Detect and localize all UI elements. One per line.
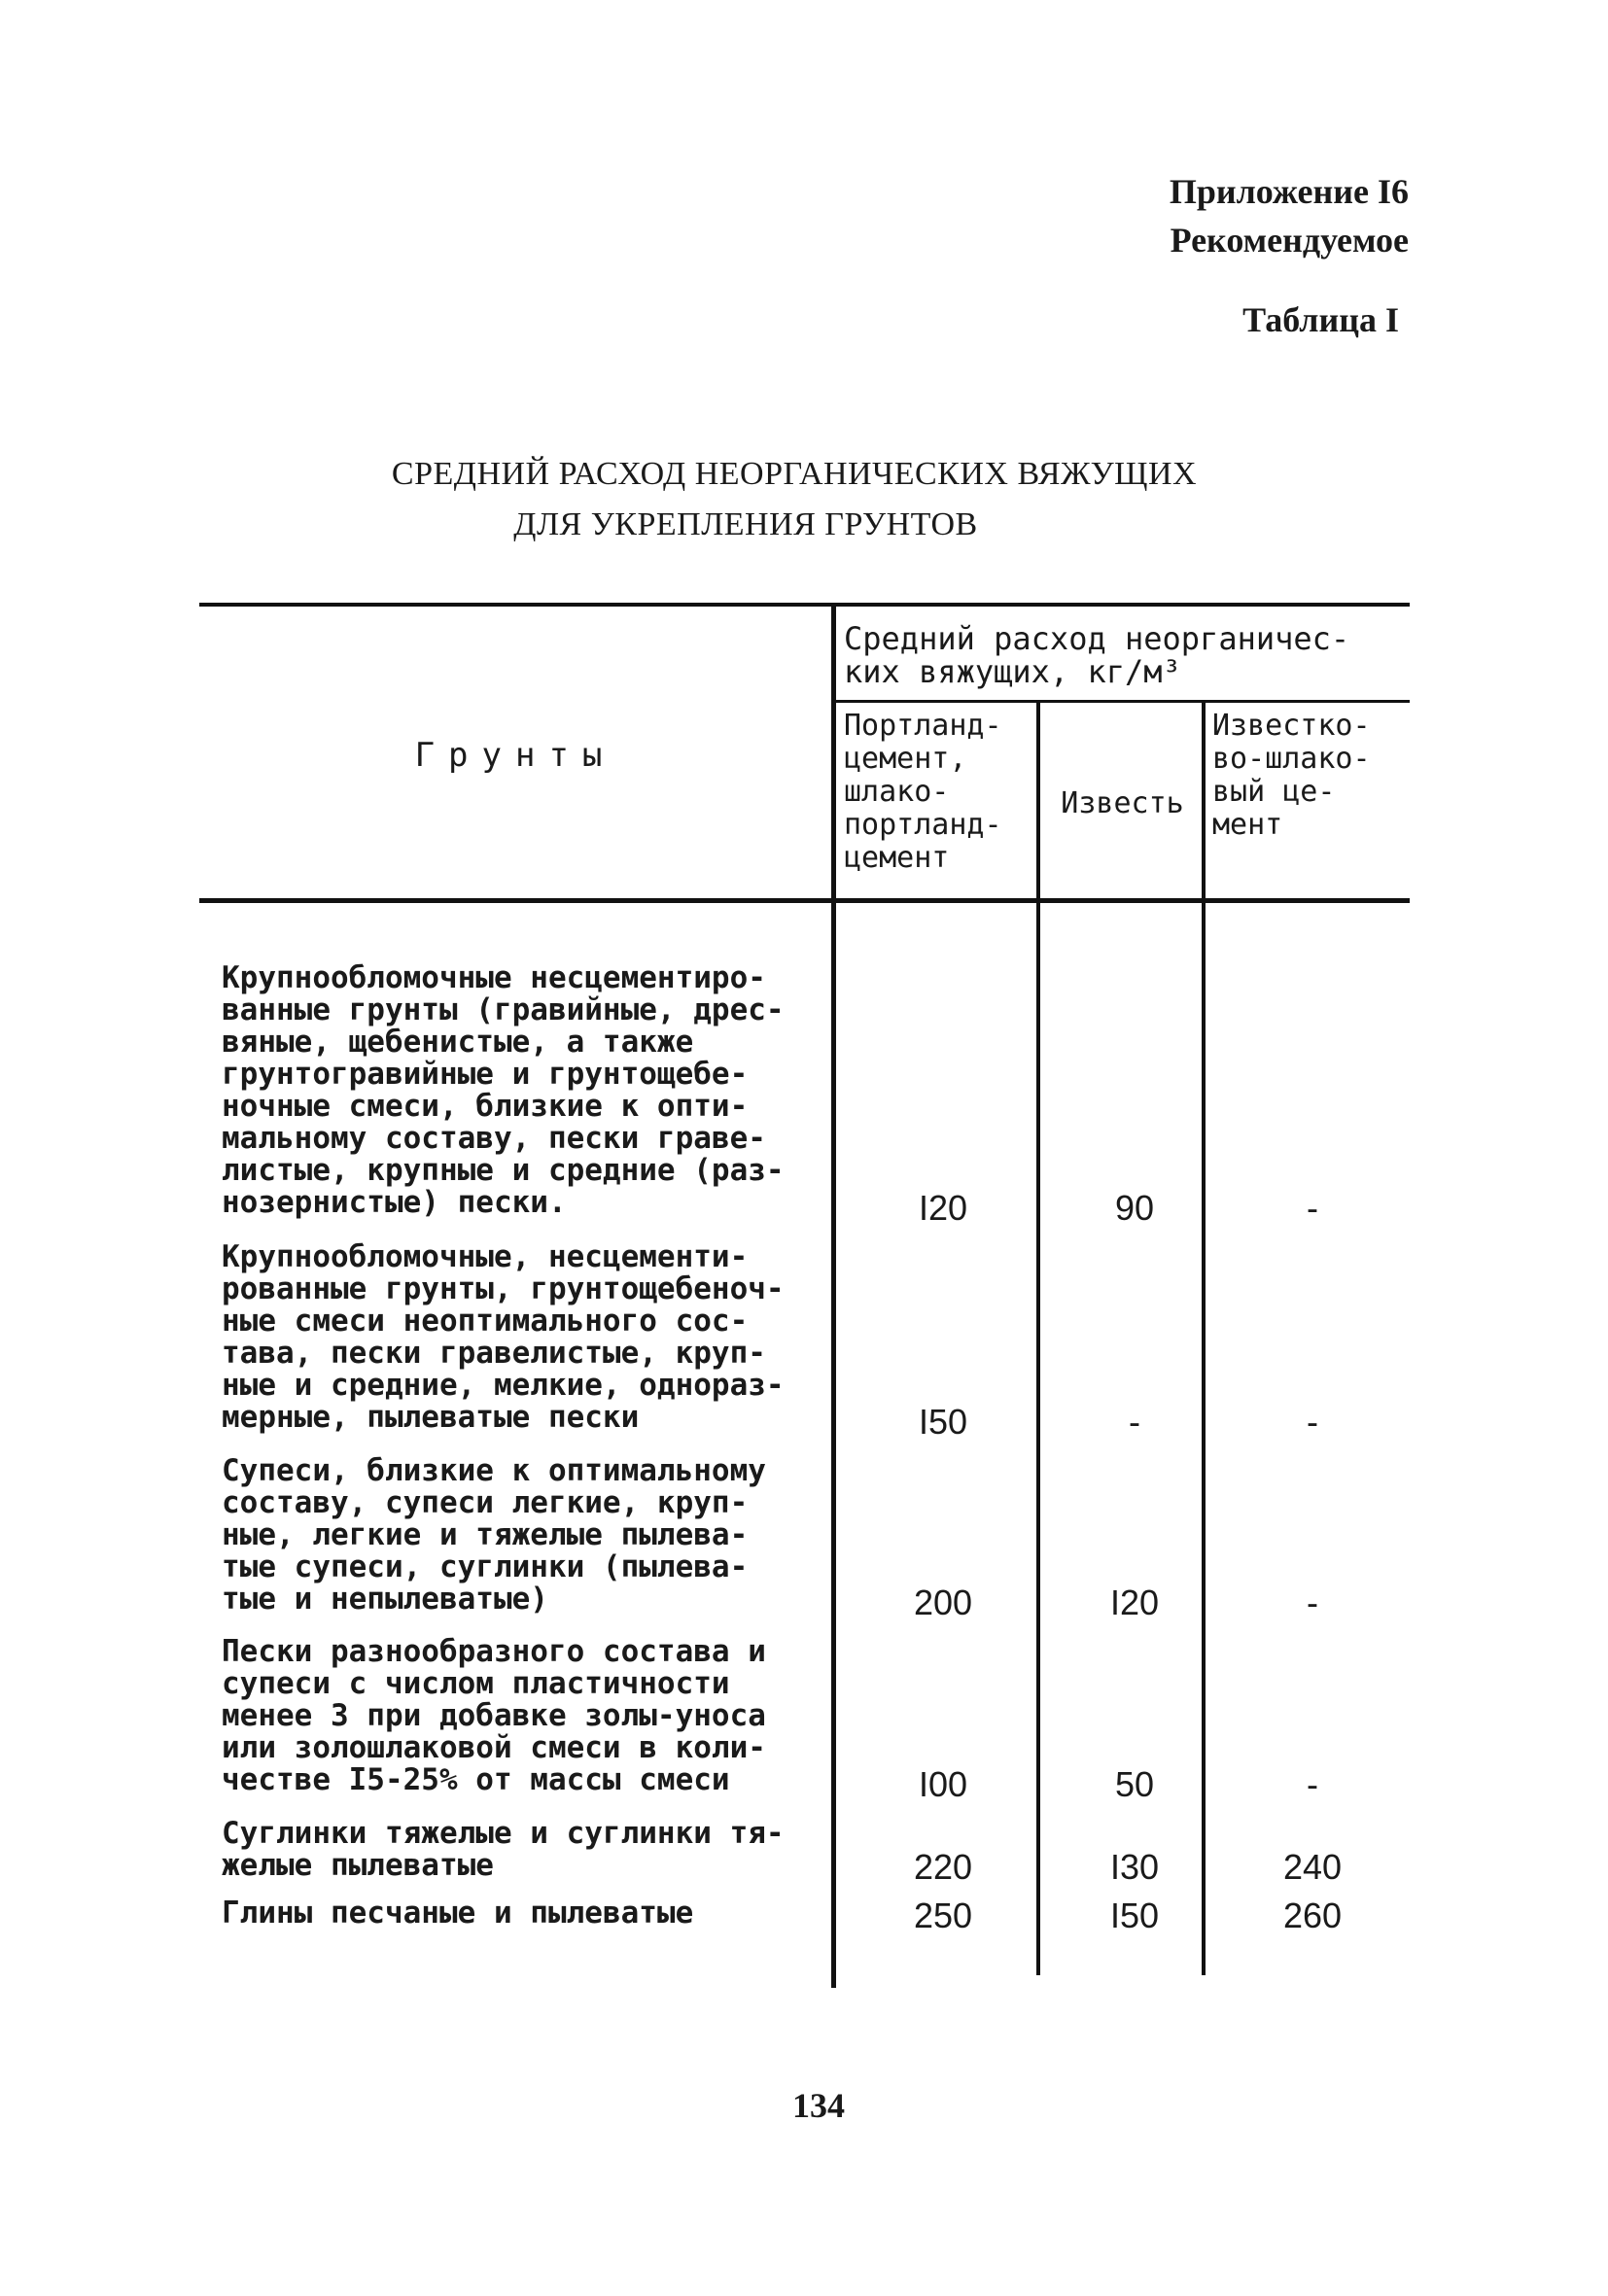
appendix-status: Рекомендуемое: [1170, 221, 1409, 260]
title-line-1: СРЕДНИЙ РАСХОД НЕОРГАНИЧЕСКИХ ВЯЖУЩИХ: [391, 456, 1198, 492]
appendix-header: [1170, 167, 1409, 264]
table-cell-value: 240: [1282, 1847, 1343, 1887]
table-row-soil: Суглинки тяжелые и суглинки тя- желые пылеватые: [222, 1816, 785, 1883]
table-cell-value: I20: [918, 1188, 968, 1228]
title-line-2: ДЛЯ УКРЕПЛЕНИЯ ГРУНТОВ: [513, 506, 978, 542]
appendix-number: Приложение I6: [1169, 172, 1409, 211]
page-number: 134: [792, 2086, 845, 2125]
table-cell-value: -: [1307, 1188, 1318, 1228]
table-top-rule: [199, 603, 1410, 607]
header-bottom-rule: [199, 898, 1410, 903]
table-cell-value: 220: [913, 1847, 973, 1887]
table-row-soil: Пески разнообразного состава и супеси с числом пластичности менее 3 при добавке золы-уноса или золошлаковой смеси в коли- честве I5-25% от массы смеси: [222, 1634, 766, 1797]
table-cell-value: -: [1307, 1764, 1318, 1804]
table-cell-value: -: [1129, 1402, 1140, 1442]
table-row-soil: Супеси, близкие к оптимальному составу, супеси легкие, круп- ные, легкие и тяжелые пылева- тые супеси, суглинки (пылева- тые и непылеватые): [222, 1453, 766, 1617]
column-header-portland-cement: Портланд- цемент, шлако- портланд- цемент: [844, 709, 1002, 875]
table-cell-value: I30: [1109, 1847, 1160, 1887]
group-header-rule: [833, 700, 1410, 703]
soil-column-header: Грунты: [414, 736, 616, 775]
table-row-soil: Глины песчаные и пылеватые: [222, 1896, 694, 1931]
table-label: Таблица I: [1242, 300, 1399, 339]
column-header-lime-slag-cement: Известко- во-шлако- вый це- мент: [1212, 709, 1371, 842]
table-cell-value: 260: [1282, 1896, 1343, 1935]
table-cell-value: I20: [1109, 1583, 1160, 1622]
table-cell-value: I00: [918, 1764, 968, 1804]
table-row-soil: Крупнообломочные несцементиро- ванные грунты (гравийные, дрес- вяные, щебенистые, а также грунтогравийные и грунтощебе- ночные смеси, близкие к опти- мальному составу, пески граве- листые, крупные и средние (раз- нозернистые) пески.: [222, 960, 785, 1220]
table-cell-value: -: [1307, 1402, 1318, 1442]
table-cell-value: 200: [913, 1583, 973, 1622]
table-cell-value: 250: [913, 1896, 973, 1935]
table-cell-value: 50: [1114, 1764, 1155, 1804]
table-cell-value: I50: [918, 1402, 968, 1442]
column-divider-1: [1036, 702, 1040, 1975]
column-header-lime: Известь: [1061, 786, 1184, 820]
table-cell-value: 90: [1114, 1188, 1155, 1228]
table-row-soil: Крупнообломочные, несцементи- рованные грунты, грунтощебеноч- ные смеси неоптимального сос- тава, пески гравелистые, круп- ные и средние, мелкие, однораз- мерные, пылеватые пески: [222, 1239, 785, 1435]
table-cell-value: -: [1307, 1583, 1318, 1622]
consumption-group-header: Средний расход неорганичес- ких вяжущих, кг/м³: [844, 620, 1350, 690]
table-cell-value: I50: [1109, 1896, 1160, 1935]
page-title: [0, 449, 1608, 550]
